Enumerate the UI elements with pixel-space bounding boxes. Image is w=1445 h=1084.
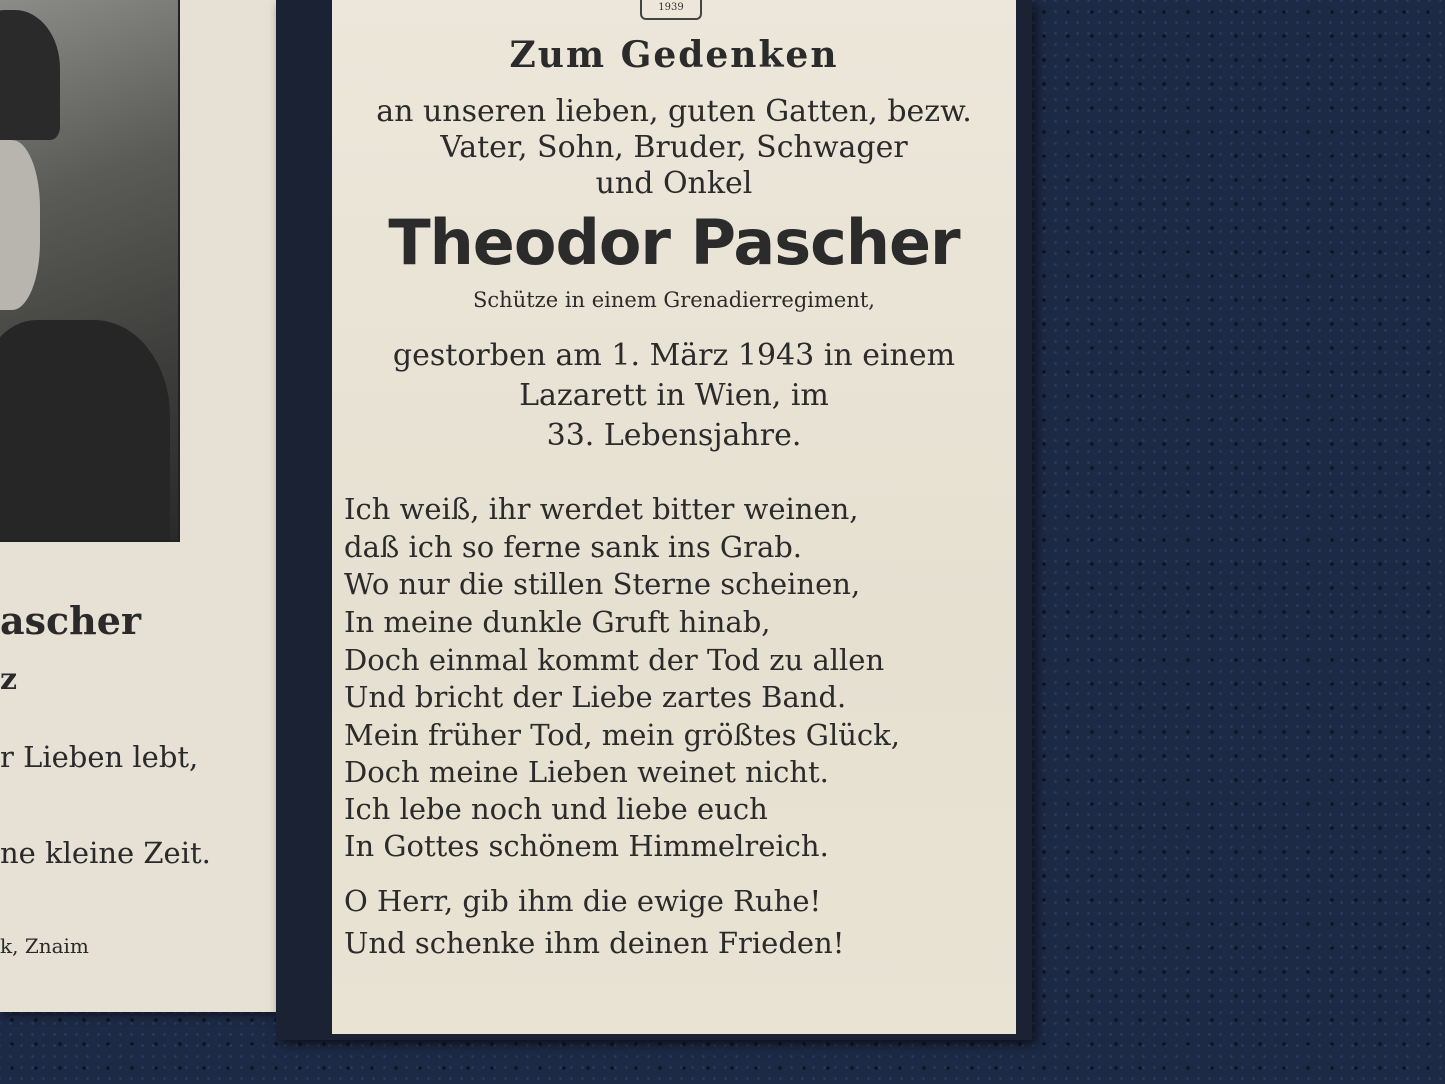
poem-line: Wo nur die stillen Sterne scheinen, bbox=[344, 567, 861, 601]
poem-line: Ich lebe noch und liebe euch bbox=[344, 792, 768, 826]
poem-line: In Gottes schönem Himmelreich. bbox=[344, 829, 829, 863]
card-title: Zum Gedenken bbox=[509, 34, 839, 76]
poem-line: Mein früher Tod, mein größtes Glück, bbox=[344, 718, 900, 752]
poem-line: In meine dunkle Gruft hinab, bbox=[344, 605, 771, 639]
left-card-name: ascher bbox=[0, 598, 141, 643]
death-line: Lazarett in Wien, im bbox=[519, 378, 829, 413]
prayer-line: O Herr, gib ihm die ewige Ruhe! bbox=[344, 884, 822, 918]
cap-shape bbox=[0, 10, 60, 140]
memorial-card bbox=[332, 0, 1016, 1034]
military-rank: Schütze in einem Grenadierregiment, bbox=[473, 288, 875, 312]
jacket-shape bbox=[0, 320, 170, 542]
prayer-line: Und schenke ihm deinen Frieden! bbox=[344, 926, 845, 960]
intro-line: und Onkel bbox=[595, 166, 753, 201]
poem-line: Ich weiß, ihr werdet bitter weinen, bbox=[344, 492, 859, 526]
left-memorial-card bbox=[0, 0, 278, 1012]
left-card-place: z bbox=[0, 662, 18, 697]
poem-line: daß ich so ferne sank ins Grab. bbox=[344, 530, 803, 564]
intro-line: Vater, Sohn, Bruder, Schwager bbox=[440, 130, 908, 165]
death-line: 33. Lebensjahre. bbox=[546, 418, 802, 453]
left-card-line: r Lieben lebt, bbox=[0, 740, 199, 774]
poem-line: Doch einmal kommt der Tod zu allen bbox=[344, 643, 885, 677]
poem-line: Doch meine Lieben weinet nicht. bbox=[344, 755, 829, 789]
left-card-printer: k, Znaim bbox=[0, 934, 89, 958]
iron-cross-emblem: 1939 bbox=[640, 0, 702, 20]
poem-line: Und bricht der Liebe zartes Band. bbox=[344, 680, 847, 714]
face-shape bbox=[0, 140, 40, 310]
death-line: gestorben am 1. März 1943 in einem bbox=[392, 338, 956, 373]
soldier-portrait-photo bbox=[0, 0, 180, 542]
left-card-line: ne kleine Zeit. bbox=[0, 836, 211, 870]
deceased-name: Theodor Pascher bbox=[388, 206, 960, 279]
intro-line: an unseren lieben, guten Gatten, bezw. bbox=[376, 94, 972, 129]
